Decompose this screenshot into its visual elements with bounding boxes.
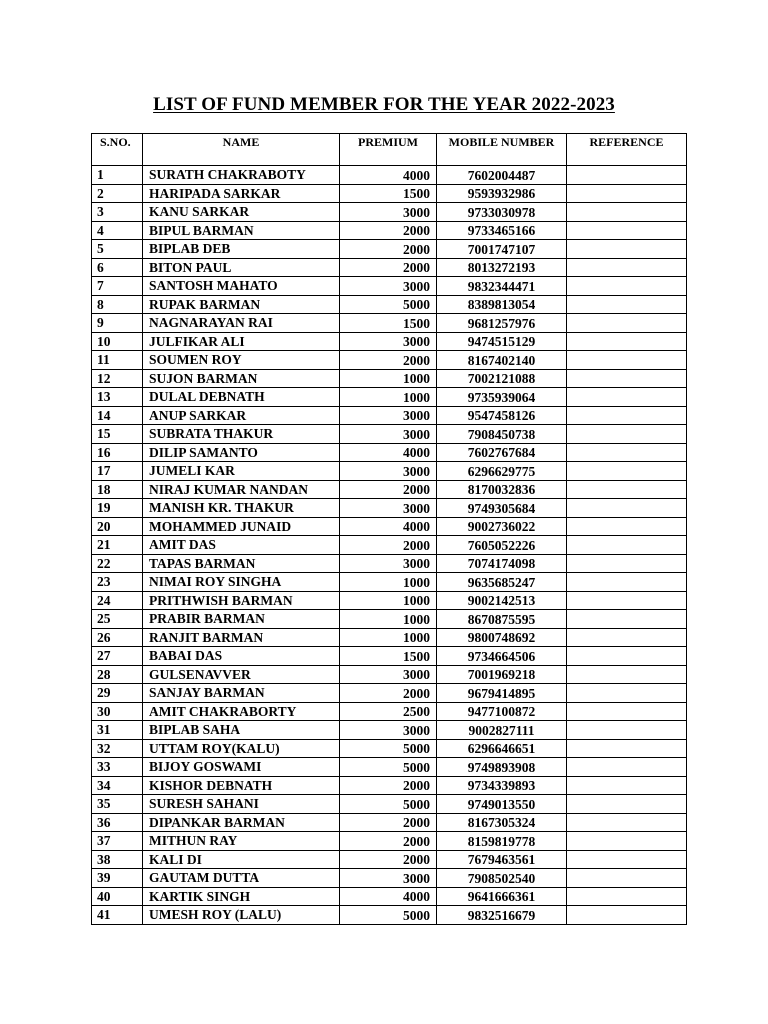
cell-sno: 11 bbox=[92, 351, 143, 370]
cell-reference bbox=[567, 388, 687, 407]
table-row bbox=[92, 166, 687, 185]
cell-name: BIPLAB SAHA bbox=[143, 721, 340, 740]
cell-sno: 17 bbox=[92, 462, 143, 481]
cell-name: DULAL DEBNATH bbox=[143, 388, 340, 407]
cell-reference bbox=[567, 813, 687, 832]
cell-premium: 5000 bbox=[340, 739, 437, 758]
cell-premium: 1500 bbox=[340, 647, 437, 666]
cell-mobile-number: 7001969218 bbox=[437, 665, 567, 684]
cell-mobile-number: 7908450738 bbox=[437, 425, 567, 444]
cell-sno: 31 bbox=[92, 721, 143, 740]
table-row bbox=[92, 554, 687, 573]
cell-name: SANJAY BARMAN bbox=[143, 684, 340, 703]
cell-reference bbox=[567, 647, 687, 666]
cell-mobile-number: 9734339893 bbox=[437, 776, 567, 795]
cell-reference bbox=[567, 295, 687, 314]
cell-mobile-number: 8670875595 bbox=[437, 610, 567, 629]
cell-mobile-number: 7908502540 bbox=[437, 869, 567, 888]
cell-name: SUJON BARMAN bbox=[143, 369, 340, 388]
table-row bbox=[92, 221, 687, 240]
cell-reference bbox=[567, 332, 687, 351]
cell-sno: 10 bbox=[92, 332, 143, 351]
cell-sno: 4 bbox=[92, 221, 143, 240]
table-row bbox=[92, 573, 687, 592]
cell-premium: 2000 bbox=[340, 850, 437, 869]
table-row bbox=[92, 406, 687, 425]
table-row bbox=[92, 425, 687, 444]
cell-sno: 1 bbox=[92, 166, 143, 185]
cell-sno: 34 bbox=[92, 776, 143, 795]
table-row bbox=[92, 795, 687, 814]
cell-premium: 2000 bbox=[340, 536, 437, 555]
cell-name: ANUP SARKAR bbox=[143, 406, 340, 425]
cell-name: GULSENAVVER bbox=[143, 665, 340, 684]
cell-name: BABAI DAS bbox=[143, 647, 340, 666]
cell-name: KANU SARKAR bbox=[143, 203, 340, 222]
cell-name: SURATH CHAKRABOTY bbox=[143, 166, 340, 185]
cell-reference bbox=[567, 517, 687, 536]
fund-member-table bbox=[91, 133, 687, 925]
cell-reference bbox=[567, 480, 687, 499]
cell-reference bbox=[567, 906, 687, 925]
cell-mobile-number: 9749305684 bbox=[437, 499, 567, 518]
cell-mobile-number: 7074174098 bbox=[437, 554, 567, 573]
cell-reference bbox=[567, 406, 687, 425]
table-row bbox=[92, 443, 687, 462]
header-premium: PREMIUM bbox=[340, 134, 437, 166]
cell-mobile-number: 9735939064 bbox=[437, 388, 567, 407]
cell-premium: 1000 bbox=[340, 610, 437, 629]
cell-reference bbox=[567, 850, 687, 869]
cell-mobile-number: 9832344471 bbox=[437, 277, 567, 296]
cell-premium: 5000 bbox=[340, 295, 437, 314]
cell-reference bbox=[567, 369, 687, 388]
cell-premium: 2000 bbox=[340, 813, 437, 832]
table-row bbox=[92, 332, 687, 351]
cell-name: SUBRATA THAKUR bbox=[143, 425, 340, 444]
cell-mobile-number: 9002827111 bbox=[437, 721, 567, 740]
cell-name: KISHOR DEBNATH bbox=[143, 776, 340, 795]
cell-mobile-number: 9474515129 bbox=[437, 332, 567, 351]
cell-name: BIPUL BARMAN bbox=[143, 221, 340, 240]
cell-mobile-number: 9749013550 bbox=[437, 795, 567, 814]
cell-mobile-number: 9800748692 bbox=[437, 628, 567, 647]
cell-mobile-number: 6296646651 bbox=[437, 739, 567, 758]
cell-sno: 39 bbox=[92, 869, 143, 888]
cell-premium: 2000 bbox=[340, 776, 437, 795]
cell-reference bbox=[567, 684, 687, 703]
cell-premium: 3000 bbox=[340, 554, 437, 573]
cell-reference bbox=[567, 462, 687, 481]
cell-sno: 23 bbox=[92, 573, 143, 592]
cell-mobile-number: 9593932986 bbox=[437, 184, 567, 203]
cell-sno: 3 bbox=[92, 203, 143, 222]
cell-mobile-number: 9733030978 bbox=[437, 203, 567, 222]
cell-mobile-number: 8013272193 bbox=[437, 258, 567, 277]
table-row bbox=[92, 776, 687, 795]
cell-premium: 1000 bbox=[340, 388, 437, 407]
cell-name: UTTAM ROY(KALU) bbox=[143, 739, 340, 758]
cell-name: BIJOY GOSWAMI bbox=[143, 758, 340, 777]
cell-premium: 2000 bbox=[340, 351, 437, 370]
cell-name: TAPAS BARMAN bbox=[143, 554, 340, 573]
table-row bbox=[92, 536, 687, 555]
cell-reference bbox=[567, 258, 687, 277]
cell-mobile-number: 9749893908 bbox=[437, 758, 567, 777]
table-row bbox=[92, 240, 687, 259]
cell-sno: 13 bbox=[92, 388, 143, 407]
cell-reference bbox=[567, 758, 687, 777]
cell-premium: 1500 bbox=[340, 314, 437, 333]
cell-sno: 15 bbox=[92, 425, 143, 444]
cell-reference bbox=[567, 425, 687, 444]
cell-sno: 9 bbox=[92, 314, 143, 333]
header-reference: REFERENCE bbox=[567, 134, 687, 166]
header-mobile-number: MOBILE NUMBER bbox=[437, 134, 567, 166]
cell-reference bbox=[567, 203, 687, 222]
cell-mobile-number: 7002121088 bbox=[437, 369, 567, 388]
table-row bbox=[92, 369, 687, 388]
table-row bbox=[92, 591, 687, 610]
cell-reference bbox=[567, 739, 687, 758]
table-row bbox=[92, 702, 687, 721]
cell-name: MITHUN RAY bbox=[143, 832, 340, 851]
table-body bbox=[92, 166, 687, 925]
cell-mobile-number: 7605052226 bbox=[437, 536, 567, 555]
table-row bbox=[92, 351, 687, 370]
cell-mobile-number: 9734664506 bbox=[437, 647, 567, 666]
cell-sno: 18 bbox=[92, 480, 143, 499]
cell-mobile-number: 8167305324 bbox=[437, 813, 567, 832]
table-row bbox=[92, 314, 687, 333]
cell-reference bbox=[567, 240, 687, 259]
cell-name: GAUTAM DUTTA bbox=[143, 869, 340, 888]
cell-premium: 4000 bbox=[340, 166, 437, 185]
cell-reference bbox=[567, 443, 687, 462]
cell-reference bbox=[567, 628, 687, 647]
cell-name: RANJIT BARMAN bbox=[143, 628, 340, 647]
cell-sno: 6 bbox=[92, 258, 143, 277]
cell-sno: 32 bbox=[92, 739, 143, 758]
cell-sno: 16 bbox=[92, 443, 143, 462]
cell-premium: 4000 bbox=[340, 443, 437, 462]
cell-sno: 28 bbox=[92, 665, 143, 684]
cell-mobile-number: 8167402140 bbox=[437, 351, 567, 370]
cell-premium: 3000 bbox=[340, 203, 437, 222]
cell-name: NIRAJ KUMAR NANDAN bbox=[143, 480, 340, 499]
cell-premium: 3000 bbox=[340, 332, 437, 351]
cell-sno: 29 bbox=[92, 684, 143, 703]
cell-mobile-number: 9002736022 bbox=[437, 517, 567, 536]
cell-mobile-number: 9681257976 bbox=[437, 314, 567, 333]
header-name: NAME bbox=[143, 134, 340, 166]
table-row bbox=[92, 462, 687, 481]
cell-premium: 5000 bbox=[340, 758, 437, 777]
table-row bbox=[92, 628, 687, 647]
cell-premium: 3000 bbox=[340, 462, 437, 481]
table-row bbox=[92, 665, 687, 684]
cell-name: BITON PAUL bbox=[143, 258, 340, 277]
table-row bbox=[92, 684, 687, 703]
cell-mobile-number: 9641666361 bbox=[437, 887, 567, 906]
table-row bbox=[92, 739, 687, 758]
table-row bbox=[92, 869, 687, 888]
cell-mobile-number: 9832516679 bbox=[437, 906, 567, 925]
header-sno: S.NO. bbox=[92, 134, 143, 166]
cell-sno: 12 bbox=[92, 369, 143, 388]
cell-sno: 40 bbox=[92, 887, 143, 906]
table-header-row bbox=[92, 134, 687, 166]
cell-premium: 4000 bbox=[340, 887, 437, 906]
table-row bbox=[92, 277, 687, 296]
table-row bbox=[92, 388, 687, 407]
cell-premium: 2000 bbox=[340, 240, 437, 259]
cell-premium: 1000 bbox=[340, 591, 437, 610]
cell-name: SURESH SAHANI bbox=[143, 795, 340, 814]
cell-reference bbox=[567, 184, 687, 203]
cell-premium: 5000 bbox=[340, 906, 437, 925]
table-row bbox=[92, 906, 687, 925]
cell-name: DIPANKAR BARMAN bbox=[143, 813, 340, 832]
cell-name: BIPLAB DEB bbox=[143, 240, 340, 259]
table-row bbox=[92, 258, 687, 277]
cell-name: KARTIK SINGH bbox=[143, 887, 340, 906]
table-row bbox=[92, 295, 687, 314]
cell-sno: 14 bbox=[92, 406, 143, 425]
cell-name: MOHAMMED JUNAID bbox=[143, 517, 340, 536]
cell-name: KALI DI bbox=[143, 850, 340, 869]
cell-reference bbox=[567, 665, 687, 684]
cell-sno: 27 bbox=[92, 647, 143, 666]
cell-sno: 35 bbox=[92, 795, 143, 814]
cell-premium: 1000 bbox=[340, 628, 437, 647]
cell-premium: 3000 bbox=[340, 277, 437, 296]
cell-name: MANISH KR. THAKUR bbox=[143, 499, 340, 518]
cell-premium: 2500 bbox=[340, 702, 437, 721]
table-row bbox=[92, 610, 687, 629]
cell-reference bbox=[567, 536, 687, 555]
table-row bbox=[92, 832, 687, 851]
table-row bbox=[92, 850, 687, 869]
cell-name: AMIT CHAKRABORTY bbox=[143, 702, 340, 721]
cell-name: JUMELI KAR bbox=[143, 462, 340, 481]
cell-premium: 3000 bbox=[340, 499, 437, 518]
table-row bbox=[92, 499, 687, 518]
cell-mobile-number: 8159819778 bbox=[437, 832, 567, 851]
cell-mobile-number: 7602767684 bbox=[437, 443, 567, 462]
cell-sno: 38 bbox=[92, 850, 143, 869]
cell-sno: 37 bbox=[92, 832, 143, 851]
cell-sno: 2 bbox=[92, 184, 143, 203]
table-row bbox=[92, 813, 687, 832]
cell-reference bbox=[567, 721, 687, 740]
cell-mobile-number: 9002142513 bbox=[437, 591, 567, 610]
cell-sno: 26 bbox=[92, 628, 143, 647]
table-row bbox=[92, 480, 687, 499]
cell-reference bbox=[567, 166, 687, 185]
cell-reference bbox=[567, 869, 687, 888]
cell-sno: 33 bbox=[92, 758, 143, 777]
cell-mobile-number: 7602004487 bbox=[437, 166, 567, 185]
cell-sno: 8 bbox=[92, 295, 143, 314]
cell-name: NIMAI ROY SINGHA bbox=[143, 573, 340, 592]
cell-name: RUPAK BARMAN bbox=[143, 295, 340, 314]
table-row bbox=[92, 184, 687, 203]
cell-name: DILIP SAMANTO bbox=[143, 443, 340, 462]
cell-premium: 3000 bbox=[340, 406, 437, 425]
cell-sno: 24 bbox=[92, 591, 143, 610]
cell-premium: 3000 bbox=[340, 665, 437, 684]
cell-name: NAGNARAYAN RAI bbox=[143, 314, 340, 333]
page-title: LIST OF FUND MEMBER FOR THE YEAR 2022-2023 bbox=[153, 94, 615, 115]
cell-reference bbox=[567, 795, 687, 814]
cell-mobile-number: 7679463561 bbox=[437, 850, 567, 869]
cell-reference bbox=[567, 277, 687, 296]
cell-sno: 21 bbox=[92, 536, 143, 555]
cell-reference bbox=[567, 591, 687, 610]
cell-reference bbox=[567, 702, 687, 721]
cell-premium: 2000 bbox=[340, 258, 437, 277]
cell-name: AMIT DAS bbox=[143, 536, 340, 555]
table-row bbox=[92, 758, 687, 777]
table-row bbox=[92, 203, 687, 222]
table-row bbox=[92, 517, 687, 536]
cell-mobile-number: 9635685247 bbox=[437, 573, 567, 592]
cell-premium: 2000 bbox=[340, 684, 437, 703]
cell-reference bbox=[567, 887, 687, 906]
cell-premium: 1000 bbox=[340, 369, 437, 388]
cell-name: PRABIR BARMAN bbox=[143, 610, 340, 629]
cell-sno: 20 bbox=[92, 517, 143, 536]
cell-mobile-number: 6296629775 bbox=[437, 462, 567, 481]
cell-premium: 1000 bbox=[340, 573, 437, 592]
cell-reference bbox=[567, 832, 687, 851]
table-row bbox=[92, 647, 687, 666]
cell-premium: 5000 bbox=[340, 795, 437, 814]
cell-mobile-number: 7001747107 bbox=[437, 240, 567, 259]
cell-reference bbox=[567, 573, 687, 592]
cell-premium: 3000 bbox=[340, 721, 437, 740]
cell-sno: 41 bbox=[92, 906, 143, 925]
cell-name: HARIPADA SARKAR bbox=[143, 184, 340, 203]
cell-name: UMESH ROY (LALU) bbox=[143, 906, 340, 925]
cell-sno: 36 bbox=[92, 813, 143, 832]
cell-reference bbox=[567, 351, 687, 370]
cell-name: JULFIKAR ALI bbox=[143, 332, 340, 351]
cell-premium: 3000 bbox=[340, 425, 437, 444]
cell-reference bbox=[567, 314, 687, 333]
cell-reference bbox=[567, 499, 687, 518]
cell-premium: 1500 bbox=[340, 184, 437, 203]
cell-premium: 2000 bbox=[340, 480, 437, 499]
cell-mobile-number: 9477100872 bbox=[437, 702, 567, 721]
cell-sno: 22 bbox=[92, 554, 143, 573]
cell-reference bbox=[567, 554, 687, 573]
table-row bbox=[92, 887, 687, 906]
cell-premium: 3000 bbox=[340, 869, 437, 888]
cell-mobile-number: 9679414895 bbox=[437, 684, 567, 703]
cell-reference bbox=[567, 610, 687, 629]
table-row bbox=[92, 721, 687, 740]
cell-reference bbox=[567, 776, 687, 795]
cell-sno: 5 bbox=[92, 240, 143, 259]
cell-mobile-number: 9547458126 bbox=[437, 406, 567, 425]
cell-name: SOUMEN ROY bbox=[143, 351, 340, 370]
cell-sno: 25 bbox=[92, 610, 143, 629]
cell-reference bbox=[567, 221, 687, 240]
cell-premium: 4000 bbox=[340, 517, 437, 536]
cell-mobile-number: 8170032836 bbox=[437, 480, 567, 499]
cell-mobile-number: 8389813054 bbox=[437, 295, 567, 314]
cell-premium: 2000 bbox=[340, 221, 437, 240]
cell-name: SANTOSH MAHATO bbox=[143, 277, 340, 296]
cell-premium: 2000 bbox=[340, 832, 437, 851]
cell-sno: 19 bbox=[92, 499, 143, 518]
cell-mobile-number: 9733465166 bbox=[437, 221, 567, 240]
cell-name: PRITHWISH BARMAN bbox=[143, 591, 340, 610]
cell-sno: 7 bbox=[92, 277, 143, 296]
cell-sno: 30 bbox=[92, 702, 143, 721]
